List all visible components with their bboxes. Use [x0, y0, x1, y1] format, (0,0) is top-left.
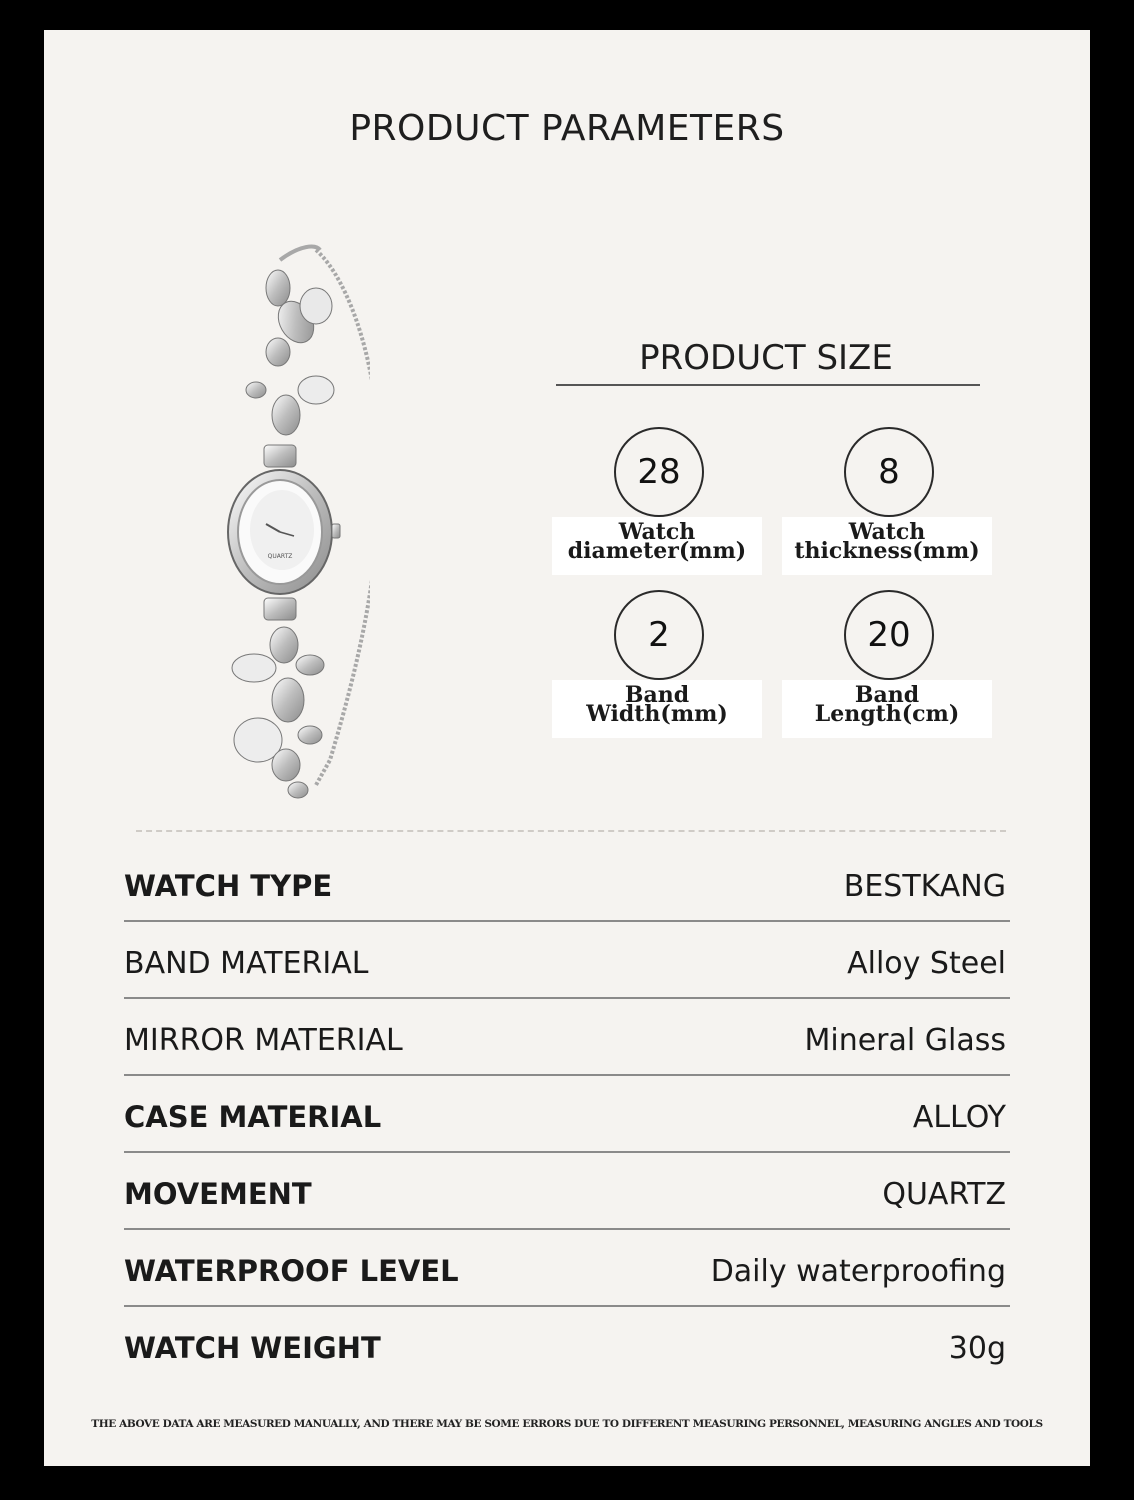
spec-row-movement — [124, 1153, 1010, 1230]
size-item-watch-thickness — [792, 427, 992, 577]
spec-key: MOVEMENT — [124, 1177, 312, 1211]
size-value-circle: 20 — [844, 590, 934, 680]
spec-table — [124, 845, 1010, 1382]
size-label: Watch diameter(mm) — [567, 519, 747, 564]
product-size-title: PRODUCT SIZE — [639, 338, 893, 378]
spec-row-watch-type — [124, 845, 1010, 922]
size-label: Band Length(cm) — [814, 682, 960, 727]
spec-key: BAND MATERIAL — [124, 946, 369, 981]
spec-key: WATCH WEIGHT — [124, 1331, 381, 1365]
section-divider — [136, 830, 1006, 832]
spec-value: Alloy Steel — [847, 946, 1006, 981]
measurement-disclaimer: THE ABOVE DATA ARE MEASURED MANUALLY, AND THERE MAY BE SOME ERRORS DUE TO DIFFERENT MEASURING PERSONNEL, MEASURING ANGLES AND TOOLS — [91, 1418, 1043, 1430]
spec-value: BESTKANG — [843, 869, 1006, 904]
size-label: Watch thickness(mm) — [794, 519, 980, 564]
spec-row-case-material — [124, 1076, 1010, 1153]
size-label: Band Width(mm) — [586, 682, 728, 727]
bracelet-watch-image — [220, 240, 370, 800]
size-value-circle: 2 — [614, 590, 704, 680]
spec-value: ALLOY — [912, 1100, 1006, 1135]
spec-value: Daily waterproofing — [710, 1254, 1006, 1289]
size-value-circle: 28 — [614, 427, 704, 517]
product-size-divider — [556, 384, 980, 386]
spec-row-mirror-material — [124, 999, 1010, 1076]
size-item-band-length — [792, 590, 992, 740]
dial-brand-text: QUARTZ — [267, 553, 293, 560]
spec-key: WATCH TYPE — [124, 869, 333, 903]
product-parameters-card — [44, 30, 1090, 1466]
page-title: PRODUCT PARAMETERS — [349, 108, 785, 149]
size-item-band-width — [562, 590, 762, 740]
spec-key: MIRROR MATERIAL — [124, 1023, 403, 1058]
spec-value: 30g — [948, 1331, 1006, 1366]
spec-value: Mineral Glass — [804, 1023, 1006, 1058]
spec-row-watch-weight — [124, 1307, 1010, 1382]
spec-value: QUARTZ — [882, 1177, 1006, 1212]
spec-row-waterproof-level — [124, 1230, 1010, 1307]
spec-row-band-material — [124, 922, 1010, 999]
spec-key: CASE MATERIAL — [124, 1100, 382, 1134]
spec-key: WATERPROOF LEVEL — [124, 1254, 459, 1288]
size-value-circle: 8 — [844, 427, 934, 517]
size-item-watch-diameter — [562, 427, 762, 577]
